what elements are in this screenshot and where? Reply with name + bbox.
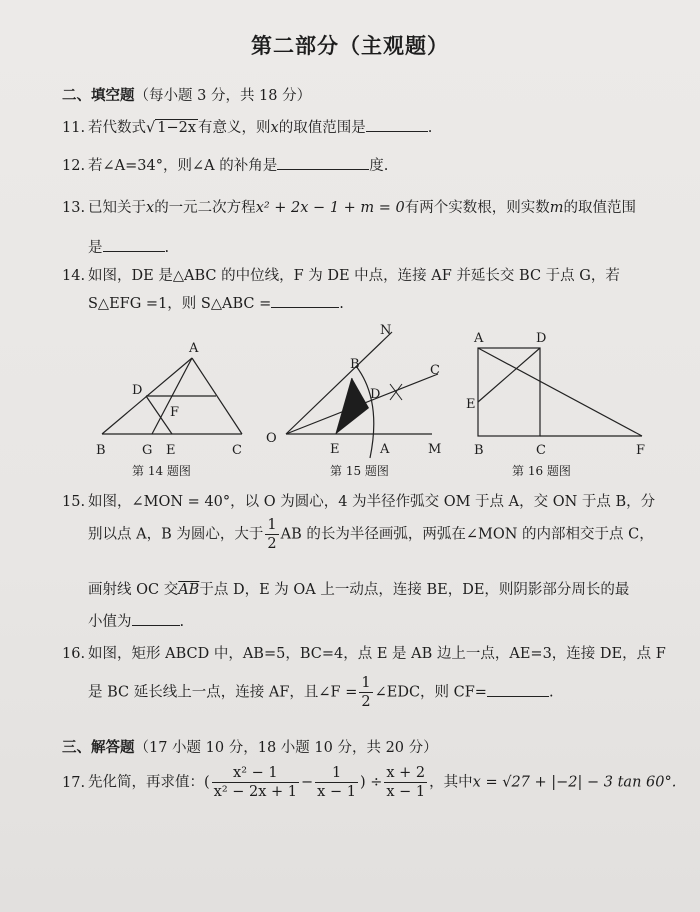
page-title: 第二部分（主观题） xyxy=(251,34,449,58)
figure-16-caption: 第 16 题图 xyxy=(512,464,571,478)
question-number: 11. xyxy=(62,120,86,136)
question-11: 11. 若代数式√ 1−2x 有意义，则x的取值范围是 . xyxy=(62,116,432,137)
label-o: O xyxy=(266,431,277,446)
section-heading-fill-in xyxy=(62,84,311,105)
question-number: 17. xyxy=(62,774,86,791)
fraction-3: $\frac{x + 2}{x - 1}$ xyxy=(386,765,426,800)
figure-15 xyxy=(262,320,452,462)
label-f: F xyxy=(636,443,646,458)
question-number: 14. xyxy=(62,268,86,284)
label-b: B xyxy=(96,443,106,458)
label-c: C xyxy=(430,363,440,378)
question-number: 15. xyxy=(62,494,86,510)
fraction-1: $\frac{\text{x² − 1}}{\text{x² − 2x + 1}}$ xyxy=(213,765,298,800)
fraction-half: $\frac{1}{2}$ xyxy=(267,517,277,552)
question-12: 12. 若∠A=34°，则∠A 的补角是 度. xyxy=(62,154,388,175)
label-n: N xyxy=(380,323,392,338)
label-m: M xyxy=(428,442,442,457)
question-15: 15. 如图，∠MON = 40°，以 O 为圆心，4 为半径作弧交 OM 于点 A，交 ON 于点 B，分 xyxy=(62,494,656,510)
question-14: 14. 如图，DE 是△ABC 的中位线，F 为 DE 中点，连接 AF 并延长交 BC 于点 G，若 xyxy=(62,268,620,284)
label-c: C xyxy=(536,443,546,458)
answer-blank[interactable] xyxy=(277,155,369,170)
question-16: 16. 如图，矩形 ABCD 中，AB=5，BC=4，点 E 是 AB 边上一点，AE=3，连接 DE，点 F xyxy=(62,646,666,662)
question-number: 12. xyxy=(62,158,86,174)
label-f: F xyxy=(170,405,180,420)
section-heading-solve xyxy=(62,736,438,757)
segment-de xyxy=(478,348,540,402)
equation: x² + 2x − 1 + m = 0 xyxy=(255,200,405,216)
label-a: A xyxy=(189,341,199,356)
label-d: D xyxy=(536,331,547,346)
label-c: C xyxy=(232,443,242,458)
arc-ab-label: $\overline{AB}$ xyxy=(178,582,200,598)
section-note: （17 小题 10 分，18 小题 10 分，共 20 分） xyxy=(134,740,438,756)
ray-on xyxy=(286,332,392,434)
condition: x = √27 + |−2| − 3 tan 60°. xyxy=(472,774,677,791)
label-d: D xyxy=(132,383,143,398)
answer-blank[interactable] xyxy=(271,293,339,308)
section-label: 三、解答题 xyxy=(62,740,135,756)
question-15-line2: 别以点 A，B 为圆心，大于 $\frac{1}{2}$ AB 的长为半径画弧，两弧在∠MON 的内部相交于点 C， xyxy=(88,517,654,552)
label-a: A xyxy=(380,442,390,457)
label-d: D xyxy=(370,387,381,402)
fraction-half: $\frac{1}{2}$ xyxy=(361,675,371,710)
label-e: E xyxy=(330,442,340,457)
figure-16 xyxy=(466,324,656,462)
label-g: G xyxy=(142,443,153,458)
answer-blank[interactable] xyxy=(132,611,180,626)
question-number: 16. xyxy=(62,646,86,662)
answer-blank[interactable] xyxy=(366,117,428,132)
figure-14 xyxy=(92,338,262,462)
fraction-2: $\frac{1}{x - 1}$ xyxy=(317,765,356,800)
question-number: 13. xyxy=(62,200,86,216)
answer-blank[interactable] xyxy=(487,682,549,697)
section-note: （每小题 3 分，共 18 分） xyxy=(134,88,312,104)
section-label: 二、填空题 xyxy=(62,88,135,104)
shaded-region xyxy=(336,378,369,434)
label-b: B xyxy=(350,357,360,372)
label-a: A xyxy=(474,331,484,346)
question-15-line4: 小值为 . xyxy=(88,610,184,631)
label-e: E xyxy=(466,397,476,412)
answer-blank[interactable] xyxy=(103,237,165,252)
radicand: 1−2x xyxy=(157,120,197,136)
segment-af xyxy=(478,348,642,436)
question-15-line3: 画射线 OC 交$\overline{AB}$于点 D，E 为 OA 上一动点，连接 BE，DE，则阴影部分周长的最 xyxy=(88,582,630,598)
question-17: 17. 先化简，再求值：( $\frac{\text{x² − 1}}{\text{x² − 2x + 1}}$ − $\frac{1}{x - 1}$ ) ÷ $\frac{x + 2}{x - 1}$ ，其中x = √27 + |−2| − 3 tan 60°. xyxy=(62,765,677,800)
question-14-line2: S△EFG =1，则 S△ABC = . xyxy=(88,292,344,313)
label-e: E xyxy=(166,443,176,458)
figure-15-caption: 第 15 题图 xyxy=(330,464,389,478)
figure-14-caption: 第 14 题图 xyxy=(132,464,191,478)
question-13-line2: 是 . xyxy=(88,236,169,257)
rectangle-abcd xyxy=(478,348,540,436)
question-16-line2: 是 BC 延长线上一点，连接 AF，且∠F = $\frac{1}{2}$ ∠EDC，则 CF= . xyxy=(88,675,554,710)
segment-de-down xyxy=(146,396,172,434)
label-b: B xyxy=(474,443,484,458)
question-13: 13. 已知关于x的一元二次方程x² + 2x − 1 + m = 0有两个实数根，则实数m的取值范围 xyxy=(62,200,637,216)
